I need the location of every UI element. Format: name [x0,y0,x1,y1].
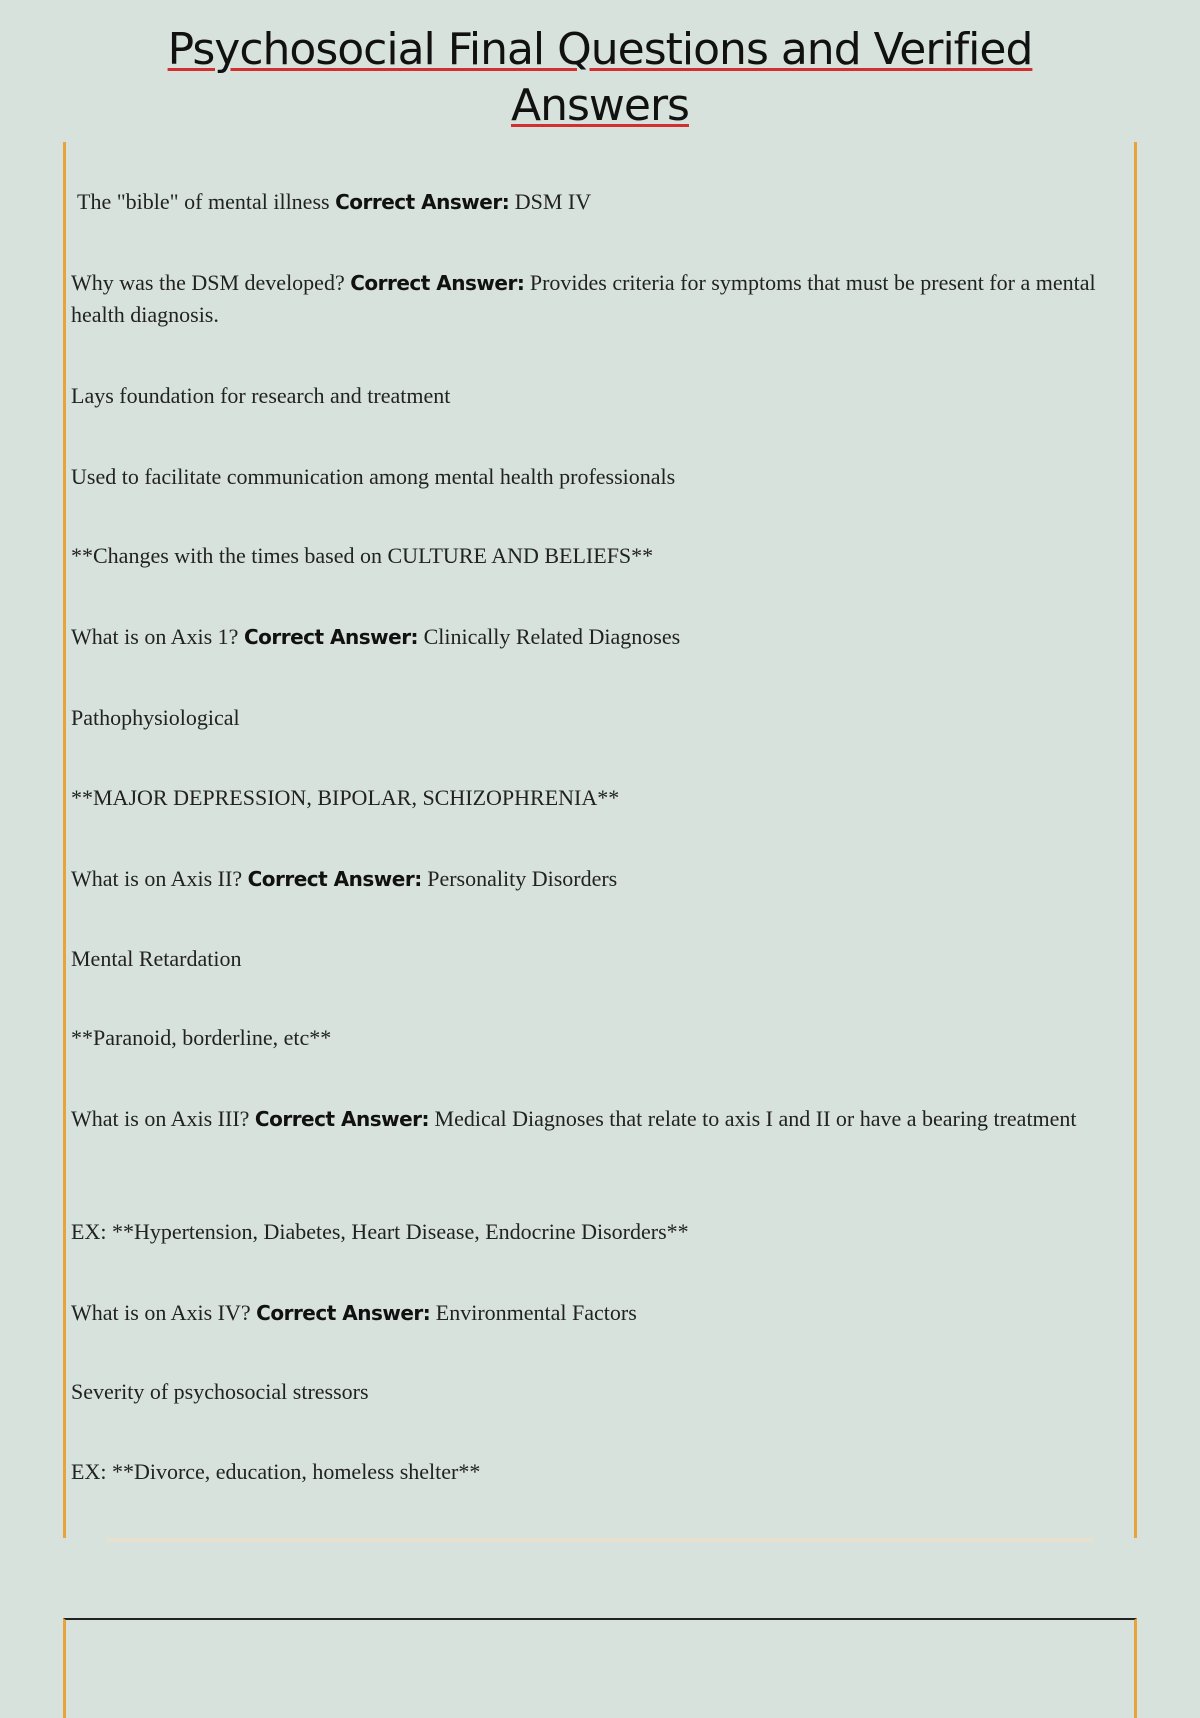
qa-entry [71,863,1126,895]
note-line: Mental Retardation [71,946,242,971]
note-line: EX: **Divorce, education, homeless shelter** [71,1459,481,1484]
qa-entry [71,1297,1126,1329]
note-line: **MAJOR DEPRESSION, BIPOLAR, SCHIZOPHRENIA** [71,785,620,810]
question-text: What is on Axis II? [71,866,243,891]
note-line: Pathophysiological [71,705,240,730]
qa-entry [71,267,1126,331]
qa-content-box [63,142,1137,1538]
answer-text: Provides criteria for symptoms that must be present for a mental health diagnosis. [71,270,1096,327]
correct-answer-label: Correct Answer: [256,1301,431,1325]
note-line: **Paranoid, borderline, etc** [71,1025,332,1050]
note-line: Severity of psychosocial stressors [71,1379,369,1404]
page-title-line-1: Psychosocial Final Questions and Verified [167,24,1033,75]
correct-answer-label: Correct Answer: [254,1107,430,1131]
note-line: EX: **Hypertension, Diabetes, Heart Disease, Endocrine Disorders** [71,1219,689,1244]
answer-text: Medical Diagnoses that relate to axis I and II or have a bearing treatment [434,1106,1077,1131]
box-bottom-rule [106,1538,1094,1542]
note-line: **Changes with the times based on CULTURE AND BELIEFS** [71,543,654,568]
qa-entry [71,186,1126,218]
note-line: Lays foundation for research and treatment [71,383,451,408]
question-text: What is on Axis III? [71,1106,250,1131]
next-page-box [63,1618,1137,1718]
answer-text: Clinically Related Diagnoses [423,624,681,649]
correct-answer-label: Correct Answer: [335,190,510,214]
question-text: Why was the DSM developed? [71,270,345,295]
question-text: What is on Axis IV? [71,1300,251,1325]
correct-answer-label: Correct Answer: [247,867,422,891]
qa-entry [71,621,1126,653]
answer-text: Personality Disorders [427,866,618,891]
qa-entry [71,1103,1126,1135]
page-title [100,22,1100,134]
question-text: What is on Axis 1? [71,624,239,649]
note-line: Used to facilitate communication among mental health professionals [71,464,676,489]
answer-text: DSM IV [514,189,592,214]
page-title-line-2: Answers [511,80,689,131]
question-text: The "bible" of mental illness [77,189,330,214]
answer-text: Environmental Factors [435,1300,637,1325]
correct-answer-label: Correct Answer: [243,625,419,649]
correct-answer-label: Correct Answer: [350,271,525,295]
